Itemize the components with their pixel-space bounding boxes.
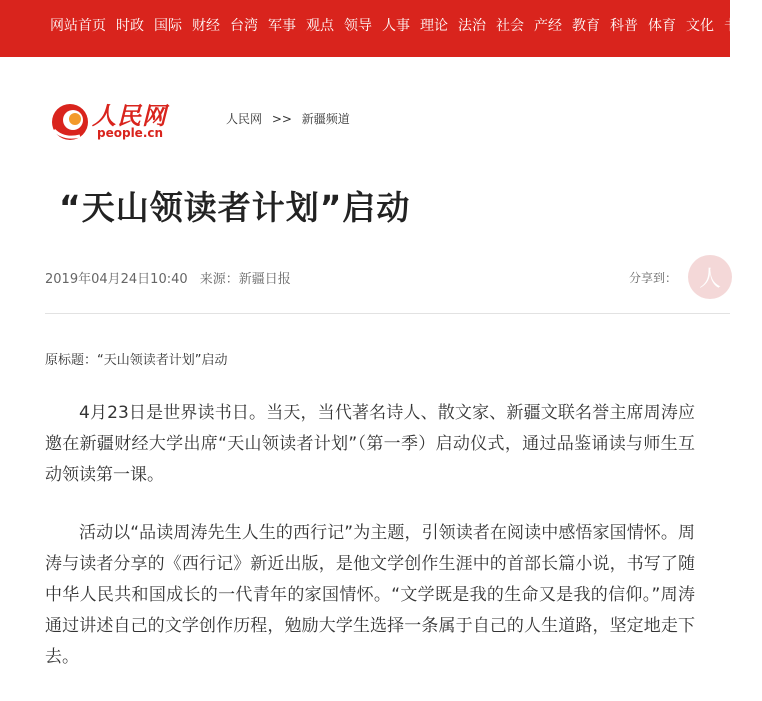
topnav-item[interactable]: 台湾 [230, 18, 258, 34]
article-meta [45, 268, 299, 287]
share-label: 分享到： [629, 271, 678, 285]
topnav-item[interactable]: 领导 [344, 18, 372, 34]
people-cn-logo[interactable] [48, 96, 168, 146]
topnav-item[interactable]: 书画 [724, 18, 752, 34]
topnav-item[interactable]: 体育 [648, 18, 676, 34]
topnav-item[interactable]: 理论 [420, 18, 448, 34]
topnav-item[interactable]: 法治 [458, 18, 486, 34]
topnav-item[interactable]: 教育 [572, 18, 600, 34]
top-navigation-bar [0, 0, 752, 57]
article-source[interactable]: 来源：新疆日报 [199, 272, 291, 287]
topnav-item[interactable]: 文化 [686, 18, 714, 34]
share-people-icon[interactable]: 人 [688, 255, 732, 299]
article-title: “天山领读者计划”启动 [59, 188, 411, 227]
topnav-item[interactable]: 产经 [534, 18, 562, 34]
topnav-item[interactable]: 人事 [382, 18, 410, 34]
topnav-item[interactable]: 国际 [154, 18, 182, 34]
breadcrumb-channel-link[interactable]: 新疆频道 [301, 112, 350, 126]
breadcrumb-home-link[interactable]: 人民网 [226, 112, 263, 126]
topnav-item[interactable]: 网站首页 [50, 18, 106, 34]
topnav-item[interactable]: 军事 [268, 18, 296, 34]
topnav-item[interactable]: 财经 [192, 18, 220, 34]
article-paragraph-1: 4月23日是世界读书日。当天，当代著名诗人、散文家、新疆文联名誉主席周涛应邀在新疆财经大学出席“天山领读者计划”（第一季）启动仪式，通过品鉴诵读与师生互动领读第一课。 [45, 403, 695, 485]
topnav-item[interactable]: 科普 [610, 18, 638, 34]
top-navigation-items [50, 17, 762, 35]
original-title: 原标题：“天山领读者计划”启动 [45, 353, 228, 368]
breadcrumb-separator: >> [271, 112, 292, 126]
topnav-item[interactable]: 时政 [116, 18, 144, 34]
logo-english-text: people.cn [97, 126, 164, 140]
article-paragraph-2: 活动以“品读周涛先生人生的西行记”为主题，引领读者在阅读中感悟家国情怀。周涛与读者分享的《西行记》新近出版，是他文学创作生涯中的首部长篇小说，书写了随中华人民共和国成长的一代青年的家国情怀。“文学既是我的生命又是我的信仰。”周涛通过讲述自己的文学创作历程，勉励大学生选择一条属于自己的人生道路，坚定地走下去。 [45, 523, 695, 667]
logo-swirl-icon [48, 100, 92, 144]
logo-chinese-text: 人民网 [92, 101, 167, 130]
topnav-item[interactable]: 社会 [496, 18, 524, 34]
header-divider [45, 313, 730, 314]
article-date: 2019年04月24日10:40 [45, 272, 188, 287]
topnav-item[interactable]: 观点 [306, 18, 334, 34]
breadcrumb [226, 110, 356, 127]
